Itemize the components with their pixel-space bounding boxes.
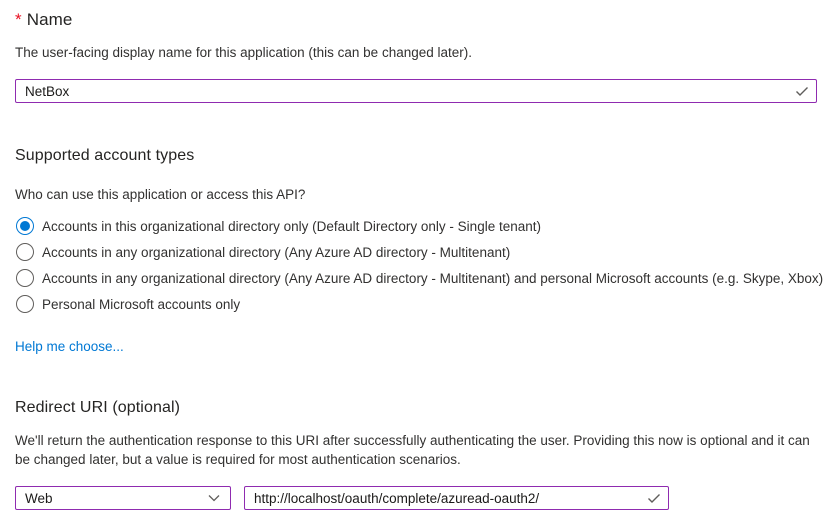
name-field-label: Name <box>26 10 73 29</box>
redirect-uri-input[interactable] <box>244 486 669 510</box>
required-asterisk: * <box>15 10 22 29</box>
radio-option-personal-only[interactable] <box>15 291 814 317</box>
radio-option-single-tenant[interactable] <box>15 213 814 239</box>
name-input[interactable] <box>15 79 817 103</box>
radio-unselected-icon[interactable] <box>16 243 34 261</box>
radio-option-label: Accounts in any organizational directory (Any Azure AD directory - Multitenant) <box>42 244 511 260</box>
redirect-uri-input-container <box>244 486 669 510</box>
account-types-question: Who can use this application or access this API? <box>15 187 306 202</box>
platform-select[interactable] <box>15 486 231 510</box>
radio-option-multitenant[interactable] <box>15 239 814 265</box>
radio-unselected-icon[interactable] <box>16 295 34 313</box>
help-me-choose-link[interactable]: Help me choose... <box>15 339 124 354</box>
radio-option-label: Accounts in any organizational directory (Any Azure AD directory - Multitenant) and personal Microsoft accounts (e.g. Skype, Xbox) <box>42 270 824 286</box>
name-input-container <box>15 79 817 103</box>
chevron-down-icon <box>207 491 221 505</box>
name-field-description: The user-facing display name for this application (this can be changed later). <box>15 45 472 60</box>
name-section <box>15 10 814 103</box>
radio-selected-icon[interactable] <box>16 217 34 235</box>
supported-account-types-heading: Supported account types <box>15 147 195 164</box>
redirect-uri-section <box>15 399 814 510</box>
supported-account-types-section <box>15 147 824 356</box>
redirect-uri-heading: Redirect URI (optional) <box>15 399 181 416</box>
radio-option-label: Personal Microsoft accounts only <box>42 296 241 312</box>
redirect-uri-description: We'll return the authentication response to this URI after successfully authenticating the user. Providing this now is optional and it can be changed later, but a value is required for most authentication scenarios. <box>15 433 810 467</box>
platform-select-value: Web <box>25 490 53 506</box>
redirect-uri-row <box>15 486 814 510</box>
account-type-radio-group <box>15 213 824 317</box>
name-field-heading <box>15 10 814 30</box>
radio-option-label: Accounts in this organizational directory only (Default Directory only - Single tenant) <box>42 218 541 234</box>
radio-option-multitenant-personal[interactable] <box>15 265 824 291</box>
radio-unselected-icon[interactable] <box>16 269 34 287</box>
